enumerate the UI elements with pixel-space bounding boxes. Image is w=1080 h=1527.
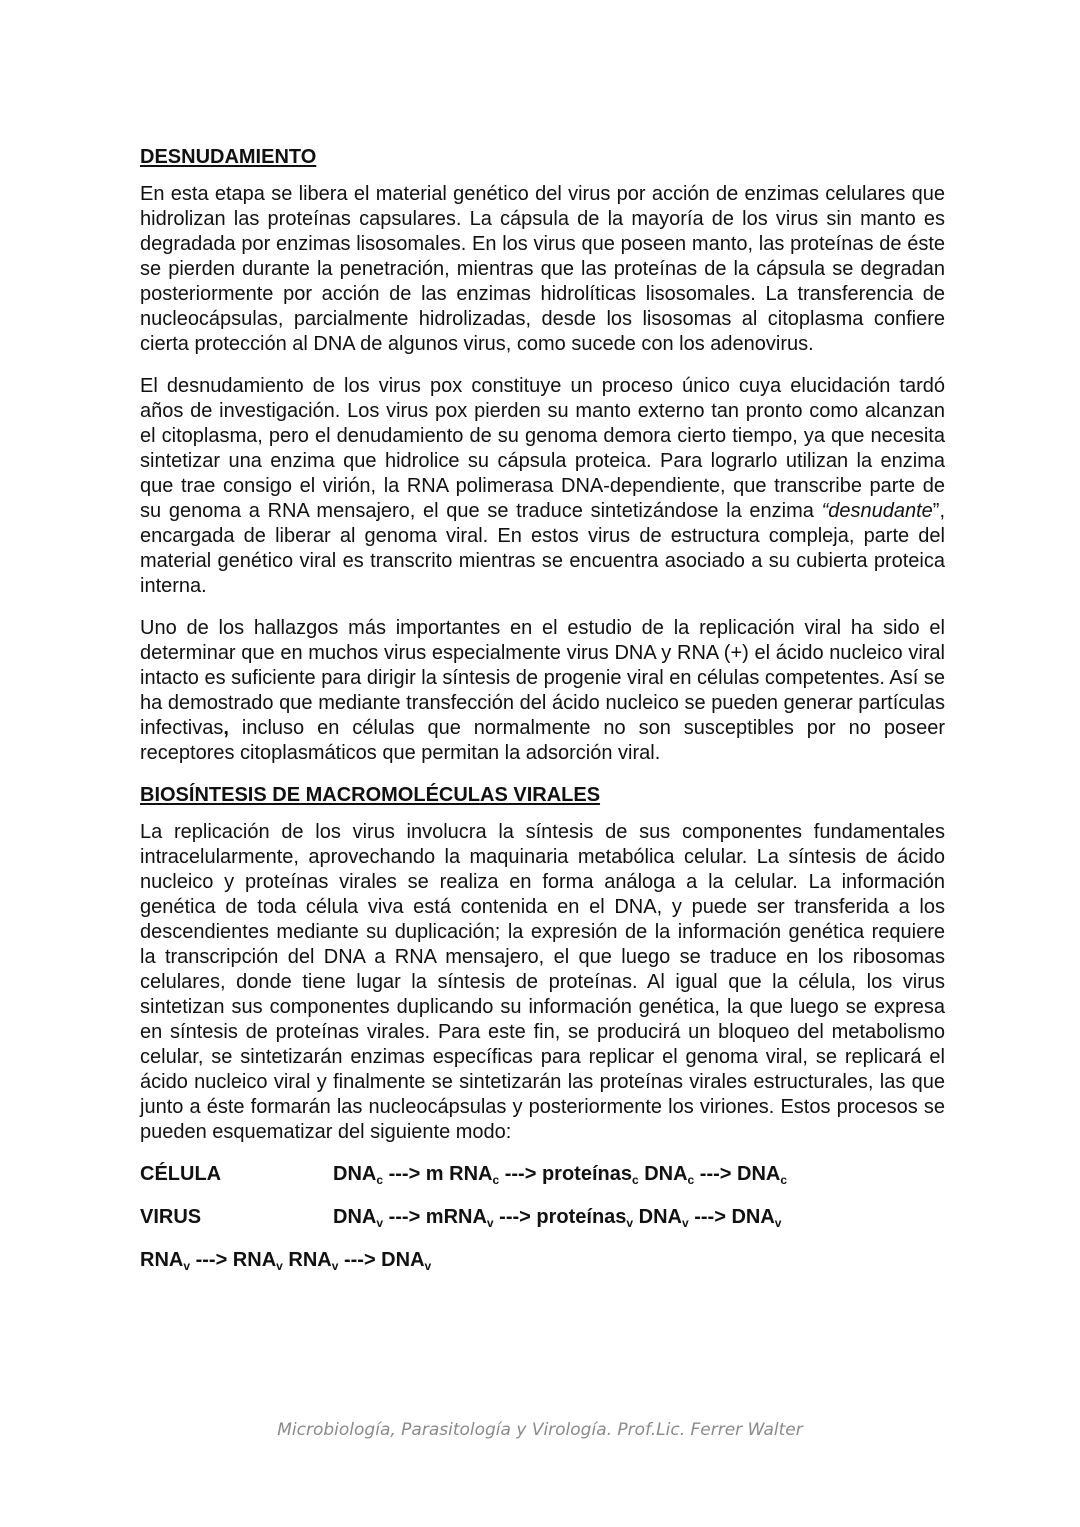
paragraph-emphasis: “desnudante	[821, 500, 933, 522]
formula-subscript: v	[183, 1259, 191, 1273]
scheme-formula-rna	[140, 1249, 431, 1271]
formula-subscript: v	[626, 1216, 634, 1230]
formula-term: ---> DNA	[694, 1163, 781, 1185]
formula-term: RNA	[140, 1249, 184, 1271]
paragraph-text: El desnudamiento de los virus pox constituye un proceso único cuya elucidación tardó años de investigación. Los virus pox pierden su manto externo tan pronto como alcanzan el citoplasma, pero el denudamiento de su genoma demora cierto tiempo, ya que necesita sintetizar una enzima que hidrolice su cápsula proteica. Para lograrlo utilizan la enzima que trae consigo el virión, la RNA polimerasa DNA-dependiente, que transcribe parte de su genoma a RNA mensajero, el que se traduce sintetizándose la enzima	[140, 375, 945, 522]
formula-term: ---> DNA	[338, 1249, 425, 1271]
scheme-label-cell: CÉLULA	[140, 1163, 222, 1185]
paragraph-text: Uno de los hallazgos más importantes en el estudio de la replicación viral ha sido el determinar que en muchos virus especialmente virus DNA y RNA (+) el ácido nucleico viral intacto es suficiente para dirigir la síntesis de progenie viral en células competentes. Así se ha demostrado que mediante transfección del ácido nucleico se pueden generar partículas infectivas	[140, 617, 945, 739]
scheme-row-virus	[140, 1205, 945, 1230]
paragraph: En esta etapa se libera el material genético del virus por acción de enzimas celulares que hidrolizan las proteínas capsulares. La cápsula de la mayoría de los virus sin manto es degradada por enzimas lisosomales. En los virus que poseen manto, las proteínas de éste se pierden durante la penetración, mientras que las proteínas de la cápsula se degradan posteriormente por acción de las enzimas hidrolíticas lisosomales. La transferencia de nucleocápsulas, parcialmente hidrolizadas, desde los lisosomas al citoplasma confiere cierta protección al DNA de algunos virus, como sucede con los adenovirus.	[140, 183, 945, 355]
formula-term: DNA	[638, 1163, 688, 1185]
paragraph-text: ”, encargada de liberar al genoma viral. En estos virus de estructura compleja, parte del material genético viral es transcrito mientras se encuentra asociado a su cubierta proteica interna.	[140, 500, 945, 597]
formula-subscript: v	[424, 1259, 432, 1273]
section-heading-desnudamiento: DESNUDAMIENTO	[140, 146, 317, 168]
formula-subscript: v	[774, 1216, 782, 1230]
formula-term: DNA	[333, 1206, 377, 1228]
formula-subscript: c	[376, 1173, 384, 1187]
formula-term: DNA	[633, 1206, 682, 1228]
paragraph: La replicación de los virus involucra la síntesis de sus componentes fundamentales intracelularmente, aprovechando la maquinaria metabólica celular. La síntesis de ácido nucleico y proteínas virales se realiza en forma análoga a la celular. La información genética de toda célula viva está contenida en el DNA, y puede ser transferida a los descendientes mediante su duplicación; la expresión de la información genética requiere la transcripción del DNA a RNA mensajero, el que luego se traduce en los ribosomas celulares, donde tiene lugar la síntesis de proteínas. Al igual que la célula, los virus sintetizan sus componentes duplicando su información genética, la que luego se expresa en síntesis de proteínas virales. Para este fin, se producirá un bloqueo del metabolismo celular, se sintetizarán enzimas específicas para replicar el genoma viral, se replicará el ácido nucleico viral y finalmente se sintetizarán las proteínas virales estructurales, las que junto a éste formarán las nucleocápsulas y posteriormente los viriones. Estos procesos se pueden esquematizar del siguiente modo:	[140, 821, 945, 1143]
scheme-formula-cell	[333, 1163, 787, 1185]
scheme-row-cell	[140, 1162, 945, 1187]
formula-term: DNA	[333, 1163, 377, 1185]
formula-term: RNA	[282, 1249, 332, 1271]
formula-term: ---> proteínas	[493, 1206, 627, 1228]
scheme-label-virus: VIRUS	[140, 1206, 202, 1228]
paragraph-text: incluso en células que normalmente no son susceptibles por no poseer receptores citoplasmáticos que permitan la adsorción viral.	[140, 717, 945, 764]
formula-subscript: c	[492, 1173, 500, 1187]
paragraph	[140, 616, 945, 766]
scheme-row-rna	[140, 1248, 945, 1273]
formula-term: ---> proteínas	[499, 1163, 632, 1185]
formula-subscript: v	[276, 1259, 283, 1273]
formula-subscript: c	[631, 1173, 639, 1187]
formula-subscript: c	[780, 1173, 788, 1187]
formula-term: ---> DNA	[688, 1206, 775, 1228]
paragraph	[140, 374, 945, 599]
formula-subscript: v	[376, 1216, 384, 1230]
formula-term: ---> RNA	[190, 1249, 277, 1271]
formula-term: ---> mRNA	[383, 1206, 487, 1228]
paragraph-emphasis: ,	[223, 717, 229, 739]
page-content	[140, 145, 945, 1291]
formula-subscript: v	[681, 1216, 689, 1230]
scheme-formula-virus	[333, 1206, 781, 1228]
formula-subscript: c	[687, 1173, 695, 1187]
formula-subscript: v	[331, 1259, 339, 1273]
section-heading-biosintesis: BIOSÍNTESIS DE MACROMOLÉCULAS VIRALES	[140, 784, 601, 806]
formula-subscript: v	[486, 1216, 494, 1230]
page-footer: Microbiología, Parasitología y Virología. Prof.Lic. Ferrer Walter	[277, 1420, 803, 1440]
formula-term: ---> m RNA	[383, 1163, 493, 1185]
